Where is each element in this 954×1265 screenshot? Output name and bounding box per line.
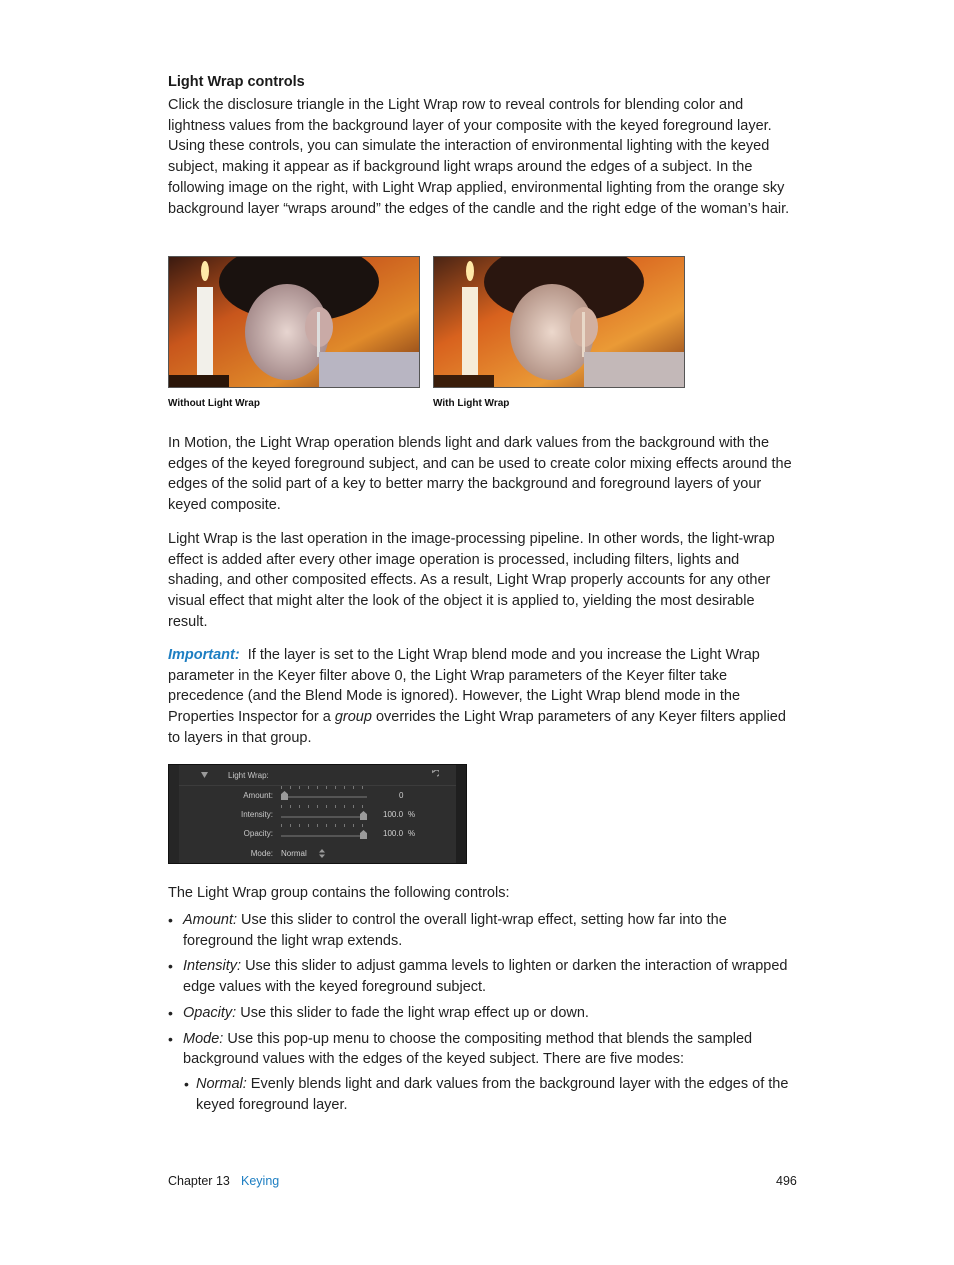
footer-chapter: Chapter 13 (168, 1174, 230, 1188)
opacity-unit: % (408, 829, 416, 838)
intensity-slider-ticks (281, 805, 367, 808)
opacity-label: Opacity: (243, 829, 273, 838)
figure-without-light-wrap (168, 256, 420, 388)
opacity-slider-ticks (281, 824, 367, 827)
reset-icon[interactable] (430, 770, 439, 779)
intro-paragraph: Click the disclosure triangle in the Light Wrap row to reveal controls for blending color and lightness values from the background layer of your composite with the keyed foreground layer. Using these controls, you can simulate the interaction of environmental lighting with the keyed subject, making it appear as if background light wraps around the edges of a subject. In the following image on the right, with Light Wrap applied, environmental lighting from the orange sky background layer “wraps around” the edges of the candle and the right edge of the woman’s hair. (168, 97, 790, 217)
list-item-text: Use this slider to fade the light wrap effect up or down. (240, 1004, 589, 1021)
figure-with-light-wrap (433, 256, 685, 388)
amount-value[interactable]: 0 (399, 791, 404, 800)
opacity-value[interactable]: 100.0 (383, 829, 404, 838)
list-item-term: Opacity: (183, 1004, 237, 1021)
amount-slider-ticks (281, 786, 367, 789)
modes-sublist (184, 1074, 793, 1115)
controls-list (168, 910, 793, 1075)
list-intro: The Light Wrap group contains the following controls: (168, 885, 510, 901)
light-wrap-group-label: Light Wrap: (228, 771, 269, 780)
paragraph-motion-light-wrap: In Motion, the Light Wrap operation blends light and dark values from the background with the edges of the keyed foreground subject, and can be used to create color mixing effects around the edges of the solid part of a key to better marry the background and foreground layers of your keyed composite. (168, 435, 792, 514)
intensity-slider-track[interactable] (281, 816, 367, 818)
intensity-value[interactable]: 100.0 (383, 810, 404, 819)
opacity-slider-track[interactable] (281, 835, 367, 837)
amount-slider-track[interactable] (281, 796, 367, 798)
list-item-term: Amount: (183, 912, 237, 928)
section-heading: Light Wrap controls (168, 74, 305, 90)
list-item: • Opacity: Use this slider to fade the light wrap effect up or down. (168, 1004, 589, 1021)
light-wrap-inspector-panel (168, 764, 467, 864)
list-item-text: Use this pop-up menu to choose the compositing method that blends the sampled background values with the edges of the keyed subject. There are five modes: (183, 1030, 753, 1068)
important-label: Important: (168, 647, 240, 663)
list-item-term: Mode: (183, 1030, 224, 1047)
important-emphasis: group (334, 709, 372, 726)
disclosure-triangle-icon[interactable] (201, 772, 208, 778)
paragraph-pipeline: Light Wrap is the last operation in the image-processing pipeline. In other words, the light-wrap effect is added after every other image operation is processed, including filters, lights and shading, and other composited effects. As a result, Light Wrap properly accounts for any other visual effect that might alter the look of the object it is applied to, yielding the most desirable result. (168, 531, 775, 630)
important-text-b: overrides the Light Wrap parameters of any Keyer filters applied to layers in that group. (168, 709, 786, 746)
list-item: • Intensity: Use this slider to adjust gamma levels to lighten or darken the interaction of wrapped edge values with the keyed foreground subject. (168, 958, 788, 996)
list-item-text: Evenly blends light and dark values from the background layer with the edges of the keyed foreground layer. (196, 1076, 789, 1113)
mode-label: Mode: (250, 849, 273, 858)
list-item: • Mode: Use this pop-up menu to choose the compositing method that blends the sampled background values with the edges of the keyed subject. There are five modes: (168, 1030, 753, 1068)
list-item-term: Intensity: (183, 958, 242, 975)
mode-popup-value[interactable]: Normal (281, 849, 307, 858)
important-text-a: If the layer is set to the Light Wrap blend mode and you increase the Light Wrap parameter in the Keyer filter above 0, the Light Wrap parameters of the Keyer filter take precedence (and the Blend Mode is ignored). However, the Light Wrap blend mode in the Properties Inspector for a (168, 647, 760, 726)
photo-with-light-wrap (434, 257, 684, 387)
figure-caption-without: Without Light Wrap (168, 398, 260, 409)
popup-arrows-icon[interactable] (319, 849, 325, 858)
intensity-label: Intensity: (240, 810, 273, 819)
footer-section-link[interactable]: Keying (241, 1174, 280, 1188)
list-item-term: Normal: (196, 1076, 247, 1092)
intensity-unit: % (408, 810, 416, 819)
figure-caption-with: With Light Wrap (433, 398, 510, 409)
photo-without-light-wrap (169, 257, 419, 387)
list-item-text: Use this slider to adjust gamma levels to lighten or darken the interaction of wrapped edge values with the keyed foreground subject. (183, 958, 788, 996)
list-item-text: Use this slider to control the overall light-wrap effect, setting how far into the foreground the light wrap extends. (183, 912, 727, 949)
important-note (168, 645, 793, 749)
list-item: • Normal: Evenly blends light and dark values from the background layer with the edges of the keyed foreground layer. (184, 1076, 789, 1113)
footer-page-number: 496 (776, 1174, 797, 1188)
list-item: • Amount: Use this slider to control the overall light-wrap effect, setting how far into the foreground the light wrap extends. (168, 912, 727, 949)
amount-label: Amount: (243, 791, 273, 800)
